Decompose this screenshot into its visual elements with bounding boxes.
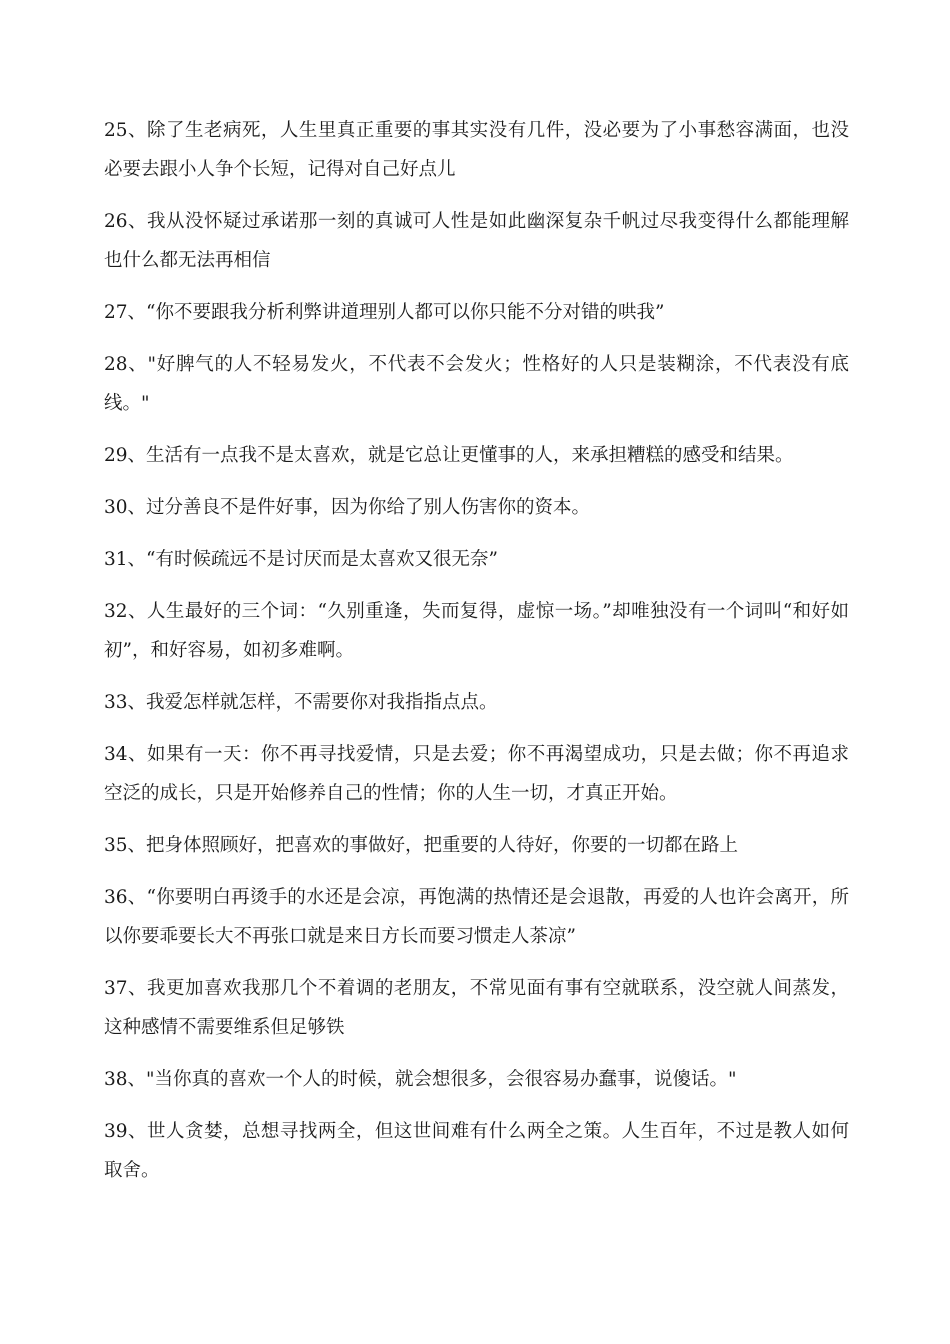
quote-paragraph: 38、"当你真的喜欢一个人的时候，就会想很多，会很容易办蠢事，说傻话。" (104, 1069, 737, 1090)
quote-paragraph: 26、我从没怀疑过承诺那一刻的真诚可人性是如此幽深复杂千帆过尽我变得什么都能理解也什么都无法再相信 (104, 211, 849, 271)
quote-paragraph: 34、如果有一天：你不再寻找爱情，只是去爱；你不再渴望成功，只是去做；你不再追求空泛的成长，只是开始修养自己的性情；你的人生一切，才真正开始。 (104, 744, 849, 804)
quote-paragraph: 32、人生最好的三个词：“久别重逢，失而复得，虚惊一场。”却唯独没有一个词叫“和好如初”，和好容易，如初多难啊。 (104, 601, 849, 661)
quote-paragraph: 28、"好脾气的人不轻易发火，不代表不会发火；性格好的人只是装糊涂，不代表没有底线。" (104, 354, 849, 414)
quote-list (104, 111, 849, 1203)
quote-paragraph: 37、我更加喜欢我那几个不着调的老朋友，不常见面有事有空就联系，没空就人间蒸发，这种感情不需要维系但足够铁 (104, 978, 849, 1038)
quote-paragraph: 25、除了生老病死，人生里真正重要的事其实没有几件，没必要为了小事愁容满面，也没必要去跟小人争个长短，记得对自己好点儿 (104, 120, 849, 180)
quote-paragraph: 30、过分善良不是件好事，因为你给了别人伤害你的资本。 (104, 497, 591, 518)
quote-paragraph: 27、“你不要跟我分析利弊讲道理别人都可以你只能不分对错的哄我” (104, 302, 665, 323)
quote-paragraph: 36、“你要明白再烫手的水还是会凉，再饱满的热情还是会退散，再爱的人也许会离开，所以你要乖要长大不再张口就是来日方长而要习惯走人茶凉” (104, 887, 849, 947)
quote-paragraph: 39、世人贪婪，总想寻找两全，但这世间难有什么两全之策。人生百年，不过是教人如何取舍。 (104, 1121, 849, 1181)
quote-paragraph: 29、生活有一点我不是太喜欢，就是它总让更懂事的人，来承担糟糕的感受和结果。 (104, 445, 794, 466)
quote-paragraph: 35、把身体照顾好，把喜欢的事做好，把重要的人待好，你要的一切都在路上 (104, 835, 739, 856)
quote-paragraph: 33、我爱怎样就怎样，不需要你对我指指点点。 (104, 692, 498, 713)
quote-paragraph: 31、“有时候疏远不是讨厌而是太喜欢又很无奈” (104, 549, 498, 570)
